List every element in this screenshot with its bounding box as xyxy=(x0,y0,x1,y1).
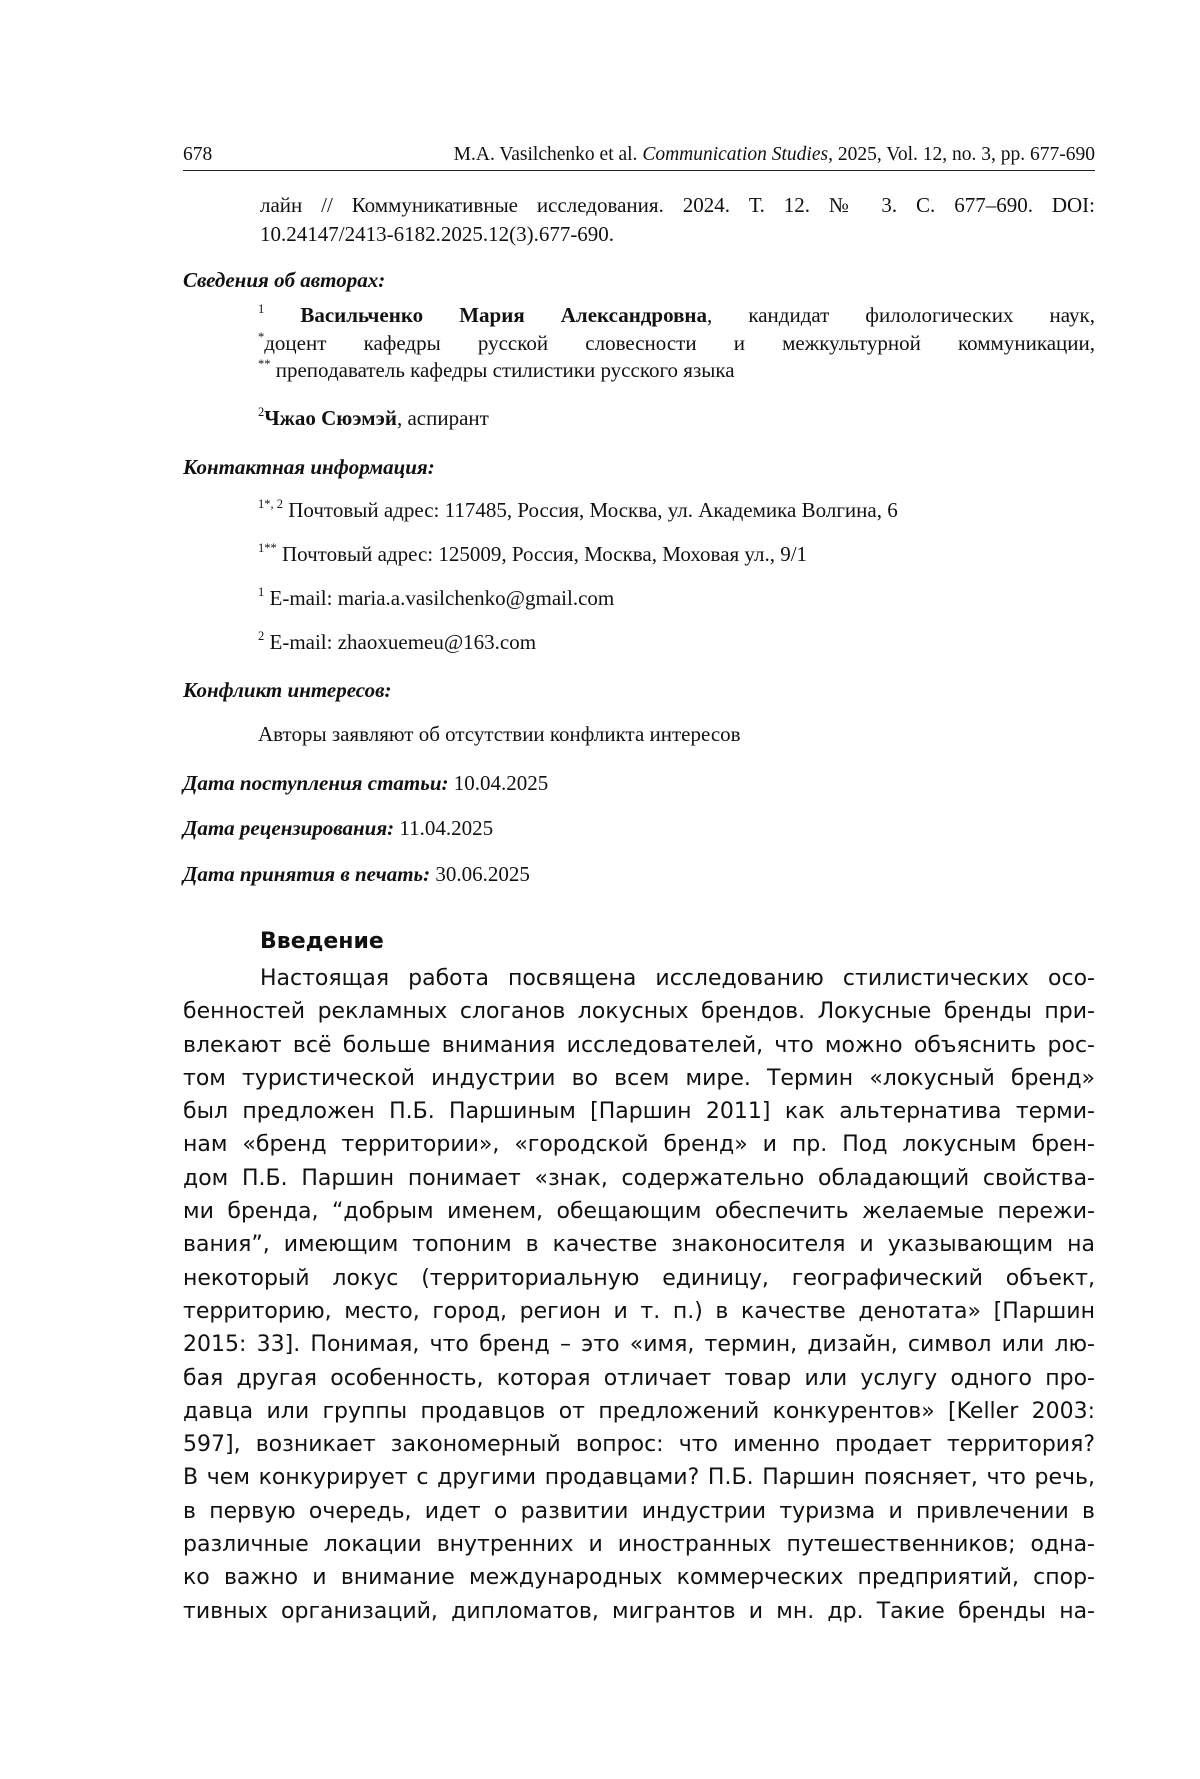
body-line: Настоящая работа посвящена исследованию стилистических осо- xyxy=(260,966,1095,991)
body-line: В чем конкурирует с другими продавцами? П.Б. Паршин поясняет, что речь, xyxy=(183,1465,1095,1491)
body-line: тивных организаций, дипломатов, мигрантов и мн. др. Такие бренды на- xyxy=(183,1598,1095,1624)
reference-line-1: лайн // Коммуникативные исследования. 2024. Т. 12. № 3. С. 677–690. DOI: xyxy=(260,193,1095,217)
contact-item: $^2$ E-mail: zhaoxuemeu@163.com xyxy=(258,629,537,654)
contact-item: $^1$ E-mail: maria.a.vasilchenko@gmail.com xyxy=(258,585,615,610)
body-line: вания”, имеющим топоним в качестве знаконосителя и указывающим на xyxy=(183,1232,1095,1258)
author-2-info: $^2$Чжао Сюэмэй, аспирант xyxy=(258,405,489,430)
body-line: давца или группы продавцов от предложений конкурентов» [Keller 2003: xyxy=(183,1398,1095,1424)
body-line: дом П.Б. Паршин понимает «знак, содержательно обладающий свойства- xyxy=(183,1165,1095,1191)
body-line: ми бренда, “добрым именем, обещающим обеспечить желаемые пережи- xyxy=(183,1199,1095,1225)
contact-item: $^{1**}$ Почтовый адрес: 125009, Россия, Москва, Моховая ул., 9/1 xyxy=(258,541,808,566)
body-line: некоторый локус (территориальную единицу, географический объект, xyxy=(183,1265,1095,1291)
body-line: том туристической индустрии во всем мире. Термин «локусный бренд» xyxy=(183,1065,1095,1091)
journal-name: Communication Studies xyxy=(642,144,829,165)
body-line: бенностей рекламных слоганов локусных брендов. Локусные бренды при- xyxy=(183,999,1095,1025)
page-number: 678 xyxy=(183,144,213,165)
running-citation: M.A. Vasilchenko et al. Communication Studies, 2025, Vol. 12, no. 3, pp. 677-690 xyxy=(453,144,1095,165)
body-line: влекают всё больше внимания исследователей, что можно объяснить рос- xyxy=(183,1032,1095,1058)
running-head xyxy=(183,143,1095,171)
accepted-date: Дата принятия в печать: 30.06.2025 xyxy=(183,862,530,886)
author-1-name: Васильченко Мария Александровна xyxy=(300,303,708,327)
body-line: в первую очередь, идет о развитии индустрии туризма и привлечении в xyxy=(183,1498,1095,1524)
reference-continuation xyxy=(260,191,1095,249)
body-line: нам «бренд территории», «городской бренд» и пр. Под локусным брен- xyxy=(183,1132,1095,1158)
author-1-info xyxy=(258,302,1095,385)
body-line: 597], возникает закономерный вопрос: что именно продает территория? xyxy=(183,1432,1095,1458)
conflict-statement: Авторы заявляют об отсутствии конфликта интересов xyxy=(258,722,741,746)
body-line: был предложен П.Б. Паршиным [Паршин 2011] как альтернатива терми- xyxy=(183,1099,1095,1125)
body-line: различные локации внутренних и иностранных путешественников; одна- xyxy=(183,1532,1095,1558)
introduction-body xyxy=(183,962,1095,1628)
contacts-section-label: Контактная информация: xyxy=(183,455,435,479)
body-line: 2015: 33]. Понимая, что бренд – это «имя, термин, дизайн, символ или лю- xyxy=(183,1332,1095,1358)
reviewed-date: Дата рецензирования: 11.04.2025 xyxy=(183,816,494,840)
authors-section-label: Сведения об авторах: xyxy=(183,268,386,292)
body-line: территорию, место, город, регион и т. п.) в качестве денотата» [Паршин xyxy=(183,1298,1095,1324)
author-1-line-3: ** преподаватель кафедры стилистики русского языка xyxy=(258,357,735,382)
introduction-heading: Введение xyxy=(260,929,384,954)
reference-line-2: 10.24147/2413-6182.2025.12(3).677-690. xyxy=(260,222,615,246)
conflict-section-label: Конфликт интересов: xyxy=(183,678,392,702)
contact-item: $^{1*, 2}$ Почтовый адрес: 117485, Россия, Москва, ул. Академика Волгина, 6 xyxy=(258,497,898,522)
author-2-name: Чжао Сюэмэй xyxy=(264,406,397,430)
author-1-line-1: $^1$ Васильченко Мария Александровна, кандидат филологических наук, xyxy=(258,302,1096,327)
body-line: бая другая особенность, которая отличает товар или услугу одного про- xyxy=(183,1365,1095,1391)
body-line: ко важно и внимание международных коммерческих предприятий, спор- xyxy=(183,1565,1095,1591)
received-date: Дата поступления статьи: 10.04.2025 xyxy=(183,771,549,795)
author-1-line-2: *доцент кафедры русской словесности и межкультурной коммуникации, xyxy=(258,329,1095,355)
